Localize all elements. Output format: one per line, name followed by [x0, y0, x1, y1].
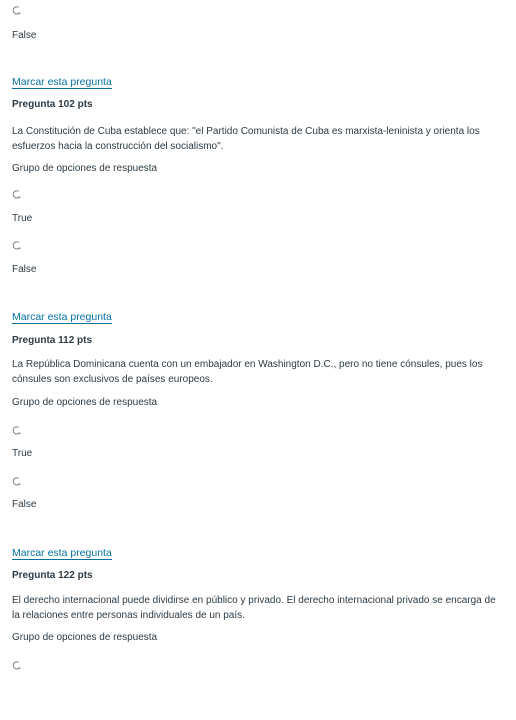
answer-group-label: Grupo de opciones de respuesta	[12, 397, 158, 408]
radio-false[interactable]	[12, 241, 21, 250]
radio-false[interactable]	[12, 477, 21, 486]
option-label-true: True	[12, 448, 33, 459]
option-label-false: False	[12, 499, 37, 510]
option-label-false: False	[12, 264, 37, 275]
answer-group-label: Grupo de opciones de respuesta	[12, 163, 158, 174]
flag-question-link[interactable]: Marcar esta pregunta	[12, 76, 112, 88]
question-header: Pregunta 112 pts	[12, 335, 93, 346]
question-text: El derecho internacional puede dividirse en público y privado. El derecho internacional privado se encarga de la relaciones entre personas individuales de un país.	[12, 595, 496, 621]
answer-group-label: Grupo de opciones de respuesta	[12, 632, 158, 643]
question-text: La Constitución de Cuba establece que: "el Partido Comunista de Cuba es marxista-leninista y orienta los esfuerzos hacia la construcción del socialismo".	[12, 126, 480, 152]
question-header: Pregunta 102 pts	[12, 99, 93, 110]
radio-true[interactable]	[12, 426, 21, 435]
option-label-true: True	[12, 213, 33, 224]
flag-question-link[interactable]: Marcar esta pregunta	[12, 311, 112, 323]
option-label-false: False	[12, 30, 37, 41]
radio-option[interactable]	[12, 661, 21, 670]
question-header: Pregunta 122 pts	[12, 570, 93, 581]
radio-false-prev[interactable]	[12, 6, 21, 15]
flag-question-link[interactable]: Marcar esta pregunta	[12, 547, 112, 559]
question-text: La República Dominicana cuenta con un embajador en Washington D.C., pero no tiene cónsules, pues los cónsules son exclusivos de países europeos.	[12, 359, 483, 385]
radio-true[interactable]	[12, 190, 21, 199]
